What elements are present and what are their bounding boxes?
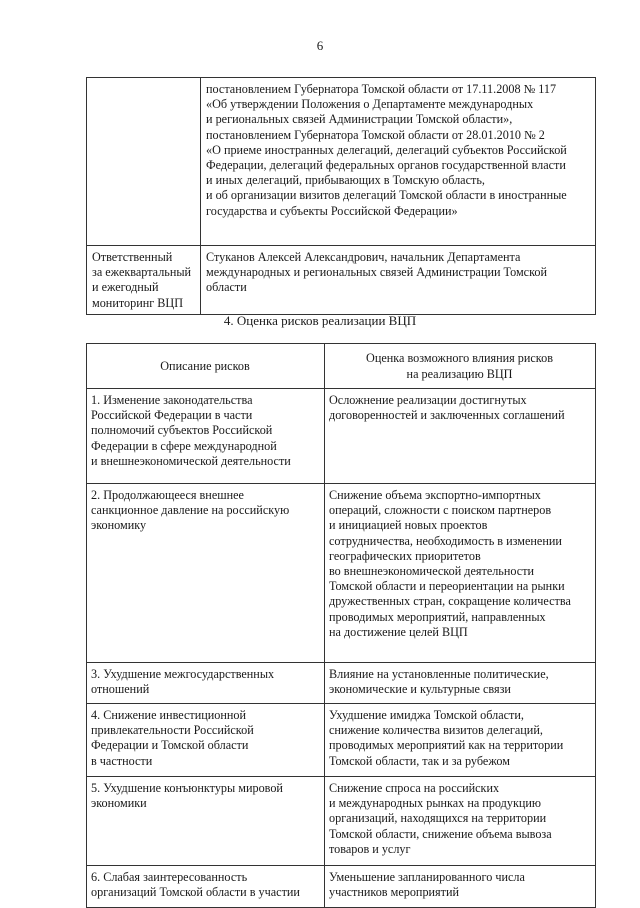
responsible-row bbox=[87, 246, 596, 315]
text-line: отношений bbox=[91, 682, 150, 697]
text-line: во внешнеэкономической деятельности bbox=[329, 564, 535, 579]
regulations-cell bbox=[201, 78, 596, 246]
header-risk-description: Описание рисков bbox=[87, 344, 325, 389]
text-line: и иных делегаций, прибывающих в Томскую область, bbox=[206, 173, 485, 188]
text-line: постановлением Губернатора Томской области от 28.01.2010 № 2 bbox=[206, 127, 545, 142]
text-line: Снижение спроса на российских bbox=[329, 781, 500, 795]
text-line: Уменьшение запланированного числа bbox=[329, 870, 525, 884]
text-line: Томской области и переориентации на рынки bbox=[329, 579, 565, 594]
text-line: государства и субъекты Российской Федерации» bbox=[206, 203, 458, 218]
text-line: 1. Изменение законодательства bbox=[91, 393, 253, 407]
text-line: «О приеме иностранных делегаций, делегаций субъектов Российской bbox=[206, 142, 567, 157]
text-line: и инициацией новых проектов bbox=[329, 518, 488, 533]
text-line: экономические и культурные связи bbox=[329, 682, 511, 697]
text-line: географических приоритетов bbox=[329, 548, 481, 563]
label-line: Ответственный bbox=[92, 250, 173, 264]
header-impact-assessment bbox=[325, 344, 596, 389]
risk-description bbox=[87, 389, 325, 484]
risk-description bbox=[87, 866, 325, 908]
risk-description bbox=[87, 663, 325, 704]
risk-description bbox=[87, 704, 325, 777]
risk-row-6 bbox=[87, 866, 596, 908]
risk-impact bbox=[325, 704, 596, 777]
value-line: Стуканов Алексей Александрович, начальник Департамента bbox=[206, 250, 521, 264]
label-line: за ежеквартальный bbox=[92, 265, 192, 280]
risk-description bbox=[87, 777, 325, 866]
text-line: и международных рынках на продукцию bbox=[329, 796, 542, 811]
risk-row-5 bbox=[87, 777, 596, 866]
value-line: области bbox=[206, 280, 247, 295]
text-line: участников мероприятий bbox=[329, 885, 460, 900]
risk-description bbox=[87, 484, 325, 663]
risk-table-header bbox=[87, 344, 596, 389]
risk-impact bbox=[325, 484, 596, 663]
risk-row-1 bbox=[87, 389, 596, 484]
text-line: организаций, находящихся на территории bbox=[329, 811, 547, 826]
text-line: Томской области, так и за рубежом bbox=[329, 753, 511, 768]
risk-impact bbox=[325, 866, 596, 908]
page-number: 6 bbox=[316, 38, 324, 53]
text-line: товаров и услуг bbox=[329, 841, 411, 856]
text-line: договоренностей и заключенных соглашений bbox=[329, 408, 565, 423]
risk-impact bbox=[325, 777, 596, 866]
risk-row-2 bbox=[87, 484, 596, 663]
header-line: на реализацию ВЦП bbox=[406, 366, 513, 381]
text-line: Ухудшение имиджа Томской области, bbox=[329, 708, 524, 722]
text-line: 6. Слабая заинтересованность bbox=[91, 870, 248, 884]
section-title: 4. Оценка рисков реализации ВЦП bbox=[223, 313, 417, 328]
continuation-row bbox=[87, 78, 596, 246]
risk-impact bbox=[325, 663, 596, 704]
text-line: 5. Ухудшение конъюнктуры мировой bbox=[91, 781, 283, 795]
text-line: постановлением Губернатора Томской области от 17.11.2008 № 117 bbox=[206, 82, 557, 96]
risk-impact bbox=[325, 389, 596, 484]
text-line: Федерации, делегаций федеральных органов государственной власти bbox=[206, 158, 566, 173]
text-line: привлекательности Российской bbox=[91, 723, 254, 738]
text-line: Влияние на установленные политические, bbox=[329, 667, 549, 681]
text-line: полномочий субъектов Российской bbox=[91, 423, 273, 438]
text-line: Федерации и Томской области bbox=[91, 738, 249, 753]
header-line: Оценка возможного влияния рисков bbox=[366, 351, 553, 366]
text-line: проводимых мероприятий как на территории bbox=[329, 738, 564, 753]
text-line: «Об утверждении Положения о Департаменте международных bbox=[206, 97, 534, 112]
text-line: 4. Снижение инвестиционной bbox=[91, 708, 247, 722]
responsible-label bbox=[87, 246, 201, 315]
text-line: на достижение целей ВЦП bbox=[329, 624, 468, 639]
text-line: Снижение объема экспортно-импортных bbox=[329, 488, 541, 502]
label-line: мониторинг ВЦП bbox=[92, 295, 184, 310]
value-line: международных и региональных связей Администрации Томской bbox=[206, 265, 547, 280]
text-line: и региональных связей Администрации Томской области», bbox=[206, 112, 513, 127]
text-line: 2. Продолжающееся внешнее bbox=[91, 488, 244, 502]
text-line: проводимых мероприятий, направленных bbox=[329, 609, 546, 624]
text-line: Осложнение реализации достигнутых bbox=[329, 393, 527, 407]
text-line: Федерации в сфере международной bbox=[91, 438, 277, 453]
text-line: экономики bbox=[91, 796, 147, 811]
text-line: и об организации визитов делегаций Томской области в иностранные bbox=[206, 188, 567, 203]
risk-row-4 bbox=[87, 704, 596, 777]
risk-table bbox=[86, 343, 596, 908]
text-line: санкционное давление на российскую bbox=[91, 503, 290, 518]
label-line: и ежегодный bbox=[92, 280, 159, 295]
text-line: в частности bbox=[91, 753, 153, 768]
text-line: сотрудничества, необходимость в изменении bbox=[329, 533, 562, 548]
text-line: и внешнеэкономической деятельности bbox=[91, 453, 291, 468]
text-line: организаций Томской области в участии bbox=[91, 885, 300, 900]
text-line: снижение количества визитов делегаций, bbox=[329, 723, 543, 738]
responsible-value bbox=[201, 246, 596, 315]
text-line: 3. Ухудшение межгосударственных bbox=[91, 667, 275, 681]
continuation-table bbox=[86, 77, 596, 315]
text-line: экономику bbox=[91, 518, 147, 533]
text-line: Российской Федерации в части bbox=[91, 408, 253, 423]
text-line: операций, сложности с поиском партнеров bbox=[329, 503, 552, 518]
text-line: дружественных стран, сокращение количества bbox=[329, 594, 571, 609]
risk-row-3 bbox=[87, 663, 596, 704]
empty-cell bbox=[87, 78, 201, 246]
text-line: Томской области, снижение объема вывоза bbox=[329, 826, 552, 841]
